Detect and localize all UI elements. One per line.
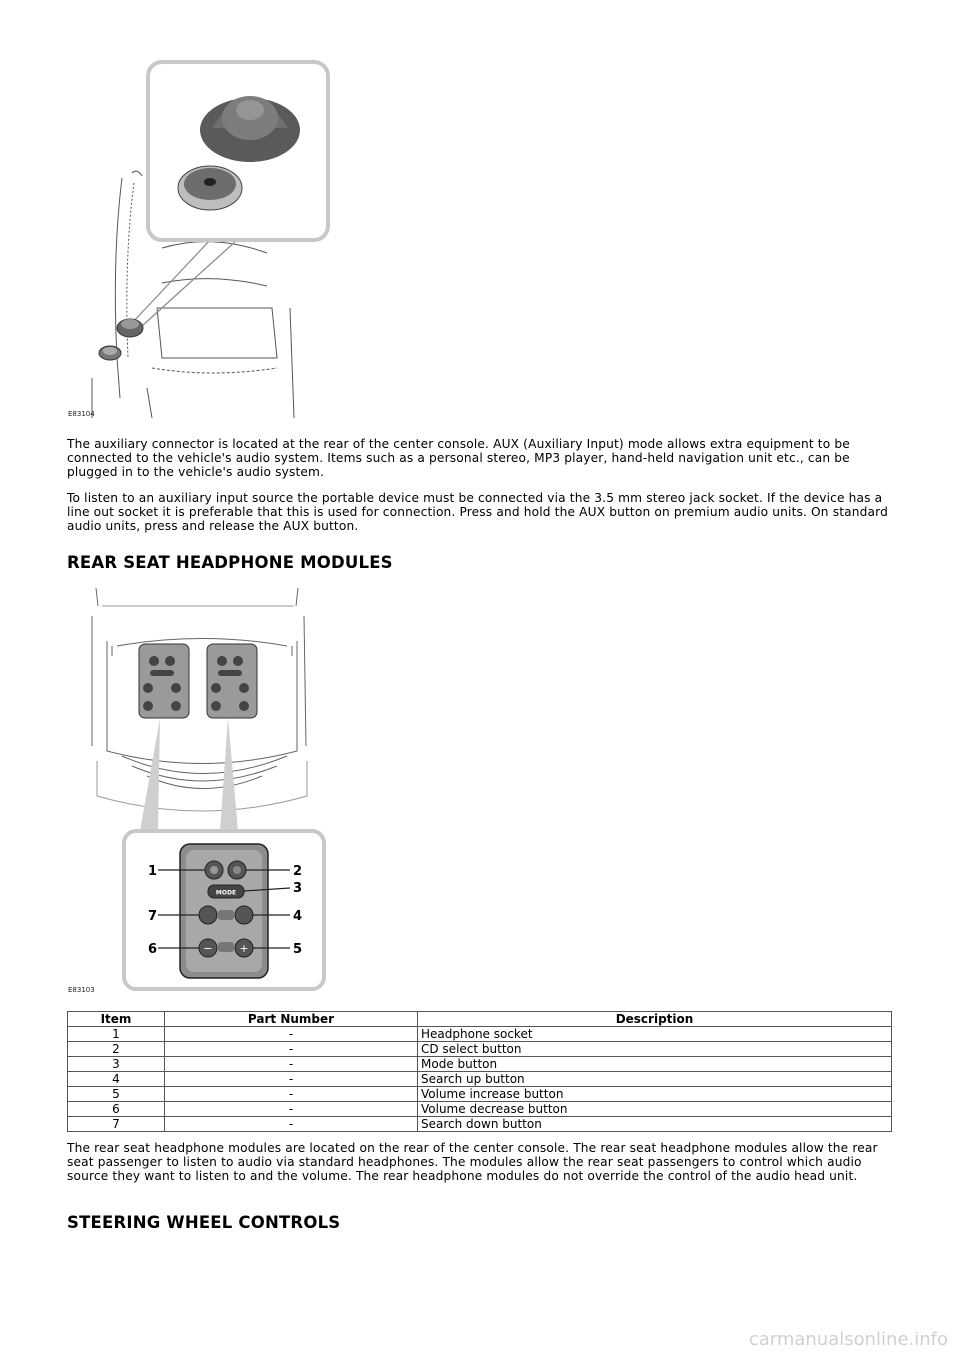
callout-4: 4: [293, 909, 303, 924]
row-item: 3: [68, 1057, 165, 1072]
column-header-part-number: Part Number: [165, 1012, 418, 1027]
column-header-description: Description: [418, 1012, 892, 1027]
table-row: [68, 1102, 892, 1117]
watermark: carmanualsonline.info: [748, 1329, 948, 1350]
parts-table: [67, 1011, 892, 1132]
row-part-number: -: [165, 1087, 418, 1102]
row-part-number: -: [165, 1057, 418, 1072]
row-part-number: -: [165, 1027, 418, 1042]
aux-paragraph-2: To listen to an auxiliary input source the portable device must be connected via the 3.5 mm stereo jack socket. If the device has a line out socket it is preferable that this is used for connection. Press and hold the AUX button on premium audio units. On standard audio units, press and release the AUX button.: [67, 491, 888, 533]
callout-3: 3: [293, 881, 303, 896]
row-part-number: -: [165, 1102, 418, 1117]
mode-button-label: MODE: [215, 889, 237, 897]
row-item: 5: [68, 1087, 165, 1102]
row-description: Headphone socket: [418, 1027, 892, 1042]
row-part-number: -: [165, 1042, 418, 1057]
callout-7: 7: [148, 909, 158, 924]
table-header-row: [68, 1012, 892, 1027]
row-item: 6: [68, 1102, 165, 1117]
heading-steering-wheel-controls: STEERING WHEEL CONTROLS: [67, 1213, 341, 1232]
row-description: CD select button: [418, 1042, 892, 1057]
svg-text:+: +: [239, 942, 249, 955]
aux-connector-illustration: [62, 58, 337, 426]
heading-rear-seat-headphone-modules: REAR SEAT HEADPHONE MODULES: [67, 553, 393, 572]
row-item: 1: [68, 1027, 165, 1042]
callout-5: 5: [293, 942, 303, 957]
row-description: Search up button: [418, 1072, 892, 1087]
table-row: [68, 1117, 892, 1132]
table-row: [68, 1087, 892, 1102]
svg-text:−: −: [203, 942, 213, 955]
column-header-item: Item: [68, 1012, 165, 1027]
aux-paragraph-1: The auxiliary connector is located at the rear of the center console. AUX (Auxiliary Input) mode allows extra equipment to be connected to the vehicle's audio system. Items such as a personal stereo, MP3 player, hand-held navigation unit etc., can be plugged in to the vehicle's audio system.: [67, 437, 850, 479]
row-part-number: -: [165, 1117, 418, 1132]
headphone-module-illustration: [62, 586, 337, 998]
row-description: Mode button: [418, 1057, 892, 1072]
headphone-description-paragraph: The rear seat headphone modules are located on the rear of the center console. The rear seat headphone modules allow the rear seat passenger to listen to audio via standard headphones. The modules allow the rear seat passengers to control which audio source they want to listen to and the volume. The rear headphone modules do not override the control of the audio head unit.: [67, 1141, 878, 1183]
callout-2: 2: [293, 864, 303, 879]
row-description: Volume decrease button: [418, 1102, 892, 1117]
figure-code-headphone: E83103: [68, 986, 95, 994]
callout-6: 6: [148, 942, 158, 957]
table-row: [68, 1042, 892, 1057]
row-description: Search down button: [418, 1117, 892, 1132]
table-row: [68, 1057, 892, 1072]
row-item: 7: [68, 1117, 165, 1132]
row-part-number: -: [165, 1072, 418, 1087]
row-item: 2: [68, 1042, 165, 1057]
table-row: [68, 1027, 892, 1042]
table-row: [68, 1072, 892, 1087]
figure-code-aux: E83104: [68, 410, 95, 418]
row-description: Volume increase button: [418, 1087, 892, 1102]
row-item: 4: [68, 1072, 165, 1087]
callout-1: 1: [148, 864, 158, 879]
